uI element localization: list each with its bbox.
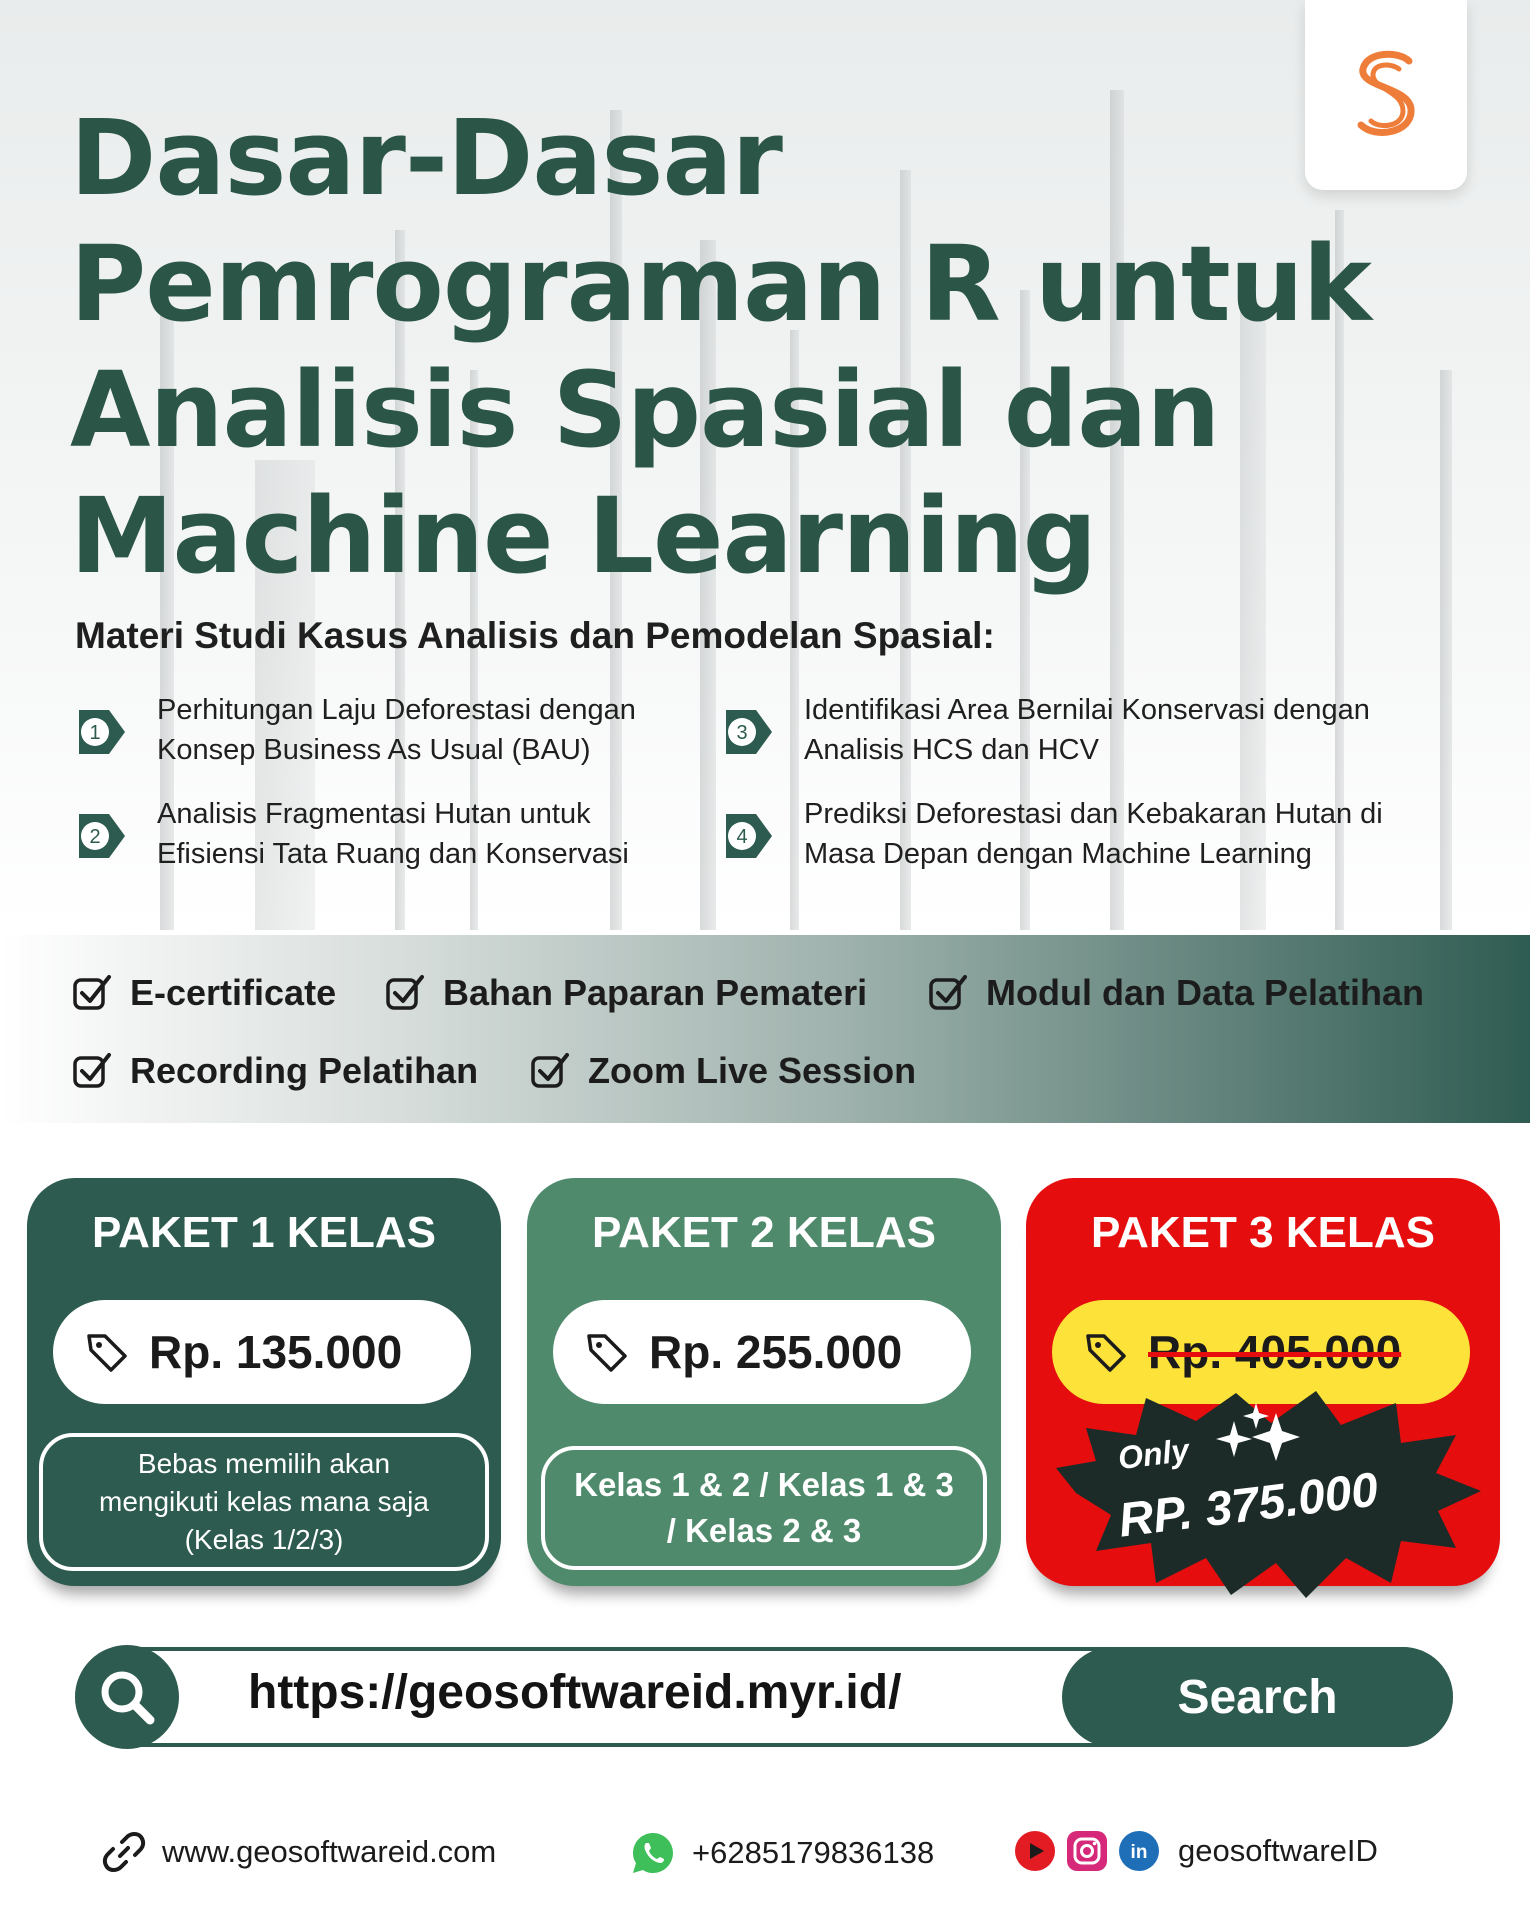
benefit-item [72, 972, 336, 1014]
social-handle-text: geosoftwareID [1178, 1833, 1378, 1868]
search-icon [96, 1666, 158, 1728]
package-description [541, 1446, 987, 1570]
checkbox-check-icon [72, 1051, 112, 1091]
package-price: Rp. 135.000 [149, 1326, 403, 1378]
search-input[interactable]: https://geosoftwareid.myr.id/ [248, 1666, 902, 1719]
search-button[interactable]: Search [1062, 1647, 1453, 1747]
number-arrow-icon [722, 810, 774, 862]
number-arrow-icon [75, 810, 127, 862]
benefits-band [0, 935, 1530, 1123]
price-pill [553, 1300, 971, 1404]
footer-social[interactable] [1014, 1830, 1378, 1872]
promo-price: RP. 375.000 [1115, 1463, 1381, 1548]
link-icon [102, 1830, 146, 1874]
price-tag-icon [83, 1328, 131, 1376]
topic-item [722, 690, 1370, 770]
title-line: Machine Learning [70, 475, 1097, 597]
svg-text:2: 2 [89, 826, 101, 848]
description-line: (Kelas 1/2/3) [184, 1524, 344, 1555]
benefit-label: Recording Pelatihan [130, 1050, 479, 1091]
svg-text:3: 3 [736, 722, 748, 744]
topic-text: Identifikasi Area Bernilai Konservasi dengan [804, 694, 1370, 726]
description-line: / Kelas 2 & 3 [666, 1512, 862, 1549]
website-text: www.geosoftwareid.com [162, 1834, 497, 1869]
whatsapp-icon [630, 1830, 676, 1876]
benefit-label: Bahan Paparan Pemateri [443, 972, 868, 1013]
benefit-item [385, 972, 867, 1014]
section-subtitle: Materi Studi Kasus Analisis dan Pemodelan Spasial: [75, 615, 995, 656]
benefit-label: Modul dan Data Pelatihan [986, 972, 1425, 1013]
topic-text: Analisis Fragmentasi Hutan untuk [157, 798, 591, 830]
topic-text: Perhitungan Laju Deforestasi dengan [157, 694, 636, 726]
topic-text: Analisis HCS dan HCV [804, 734, 1099, 766]
price-tag-icon [1082, 1328, 1130, 1376]
topic-text: Efisiensi Tata Ruang dan Konservasi [157, 838, 629, 870]
benefit-label: E-certificate [130, 972, 337, 1013]
package-description [39, 1433, 489, 1571]
youtube-icon[interactable] [1014, 1830, 1056, 1872]
original-price-strikethrough: Rp. 405.000 [1148, 1326, 1402, 1378]
page-title [70, 95, 1370, 599]
price-pill [53, 1300, 471, 1404]
svg-text:1: 1 [89, 722, 101, 744]
topic-text: Masa Depan dengan Machine Learning [804, 838, 1312, 870]
phone-text: +6285179836138 [692, 1835, 935, 1870]
checkbox-check-icon [928, 973, 968, 1013]
checkbox-check-icon [385, 973, 425, 1013]
footer-phone[interactable] [630, 1830, 934, 1876]
benefit-item [530, 1050, 916, 1092]
price-tag-icon [583, 1328, 631, 1376]
svg-text:4: 4 [736, 826, 748, 848]
title-line: Analisis Spasial dan [70, 349, 1220, 471]
package-card-1[interactable] [27, 1178, 501, 1586]
title-line: Pemrograman R untuk [70, 223, 1371, 345]
topic-text: Konsep Business As Usual (BAU) [157, 734, 591, 766]
linkedin-icon[interactable] [1118, 1830, 1160, 1872]
topic-text: Prediksi Deforestasi dan Kebakaran Hutan di [804, 798, 1383, 830]
benefit-item [72, 1050, 478, 1092]
benefit-label: Zoom Live Session [588, 1050, 917, 1091]
checkbox-check-icon [72, 973, 112, 1013]
search-icon-button[interactable] [75, 1645, 179, 1749]
package-title: PAKET 3 KELAS [1091, 1208, 1435, 1257]
topic-item [75, 794, 629, 874]
package-price: Rp. 255.000 [649, 1326, 903, 1378]
svg-text:in: in [1130, 1842, 1148, 1863]
topic-item [75, 690, 636, 770]
package-card-3[interactable] [1026, 1178, 1500, 1586]
promo-label: Only [1116, 1431, 1191, 1477]
description-line: Bebas memilih akan [137, 1448, 391, 1479]
description-line: Kelas 1 & 2 / Kelas 1 & 3 [574, 1466, 954, 1503]
number-arrow-icon [722, 706, 774, 758]
package-card-2[interactable] [527, 1178, 1001, 1586]
package-title: PAKET 2 KELAS [592, 1208, 936, 1257]
topic-item [722, 794, 1383, 874]
footer-website[interactable] [102, 1830, 496, 1874]
title-line: Dasar-Dasar [70, 97, 782, 219]
package-title: PAKET 1 KELAS [92, 1208, 436, 1257]
description-line: mengikuti kelas mana saja [99, 1486, 429, 1517]
instagram-icon[interactable] [1066, 1830, 1108, 1872]
number-arrow-icon [75, 706, 127, 758]
checkbox-check-icon [530, 1051, 570, 1091]
benefit-item [928, 972, 1424, 1014]
